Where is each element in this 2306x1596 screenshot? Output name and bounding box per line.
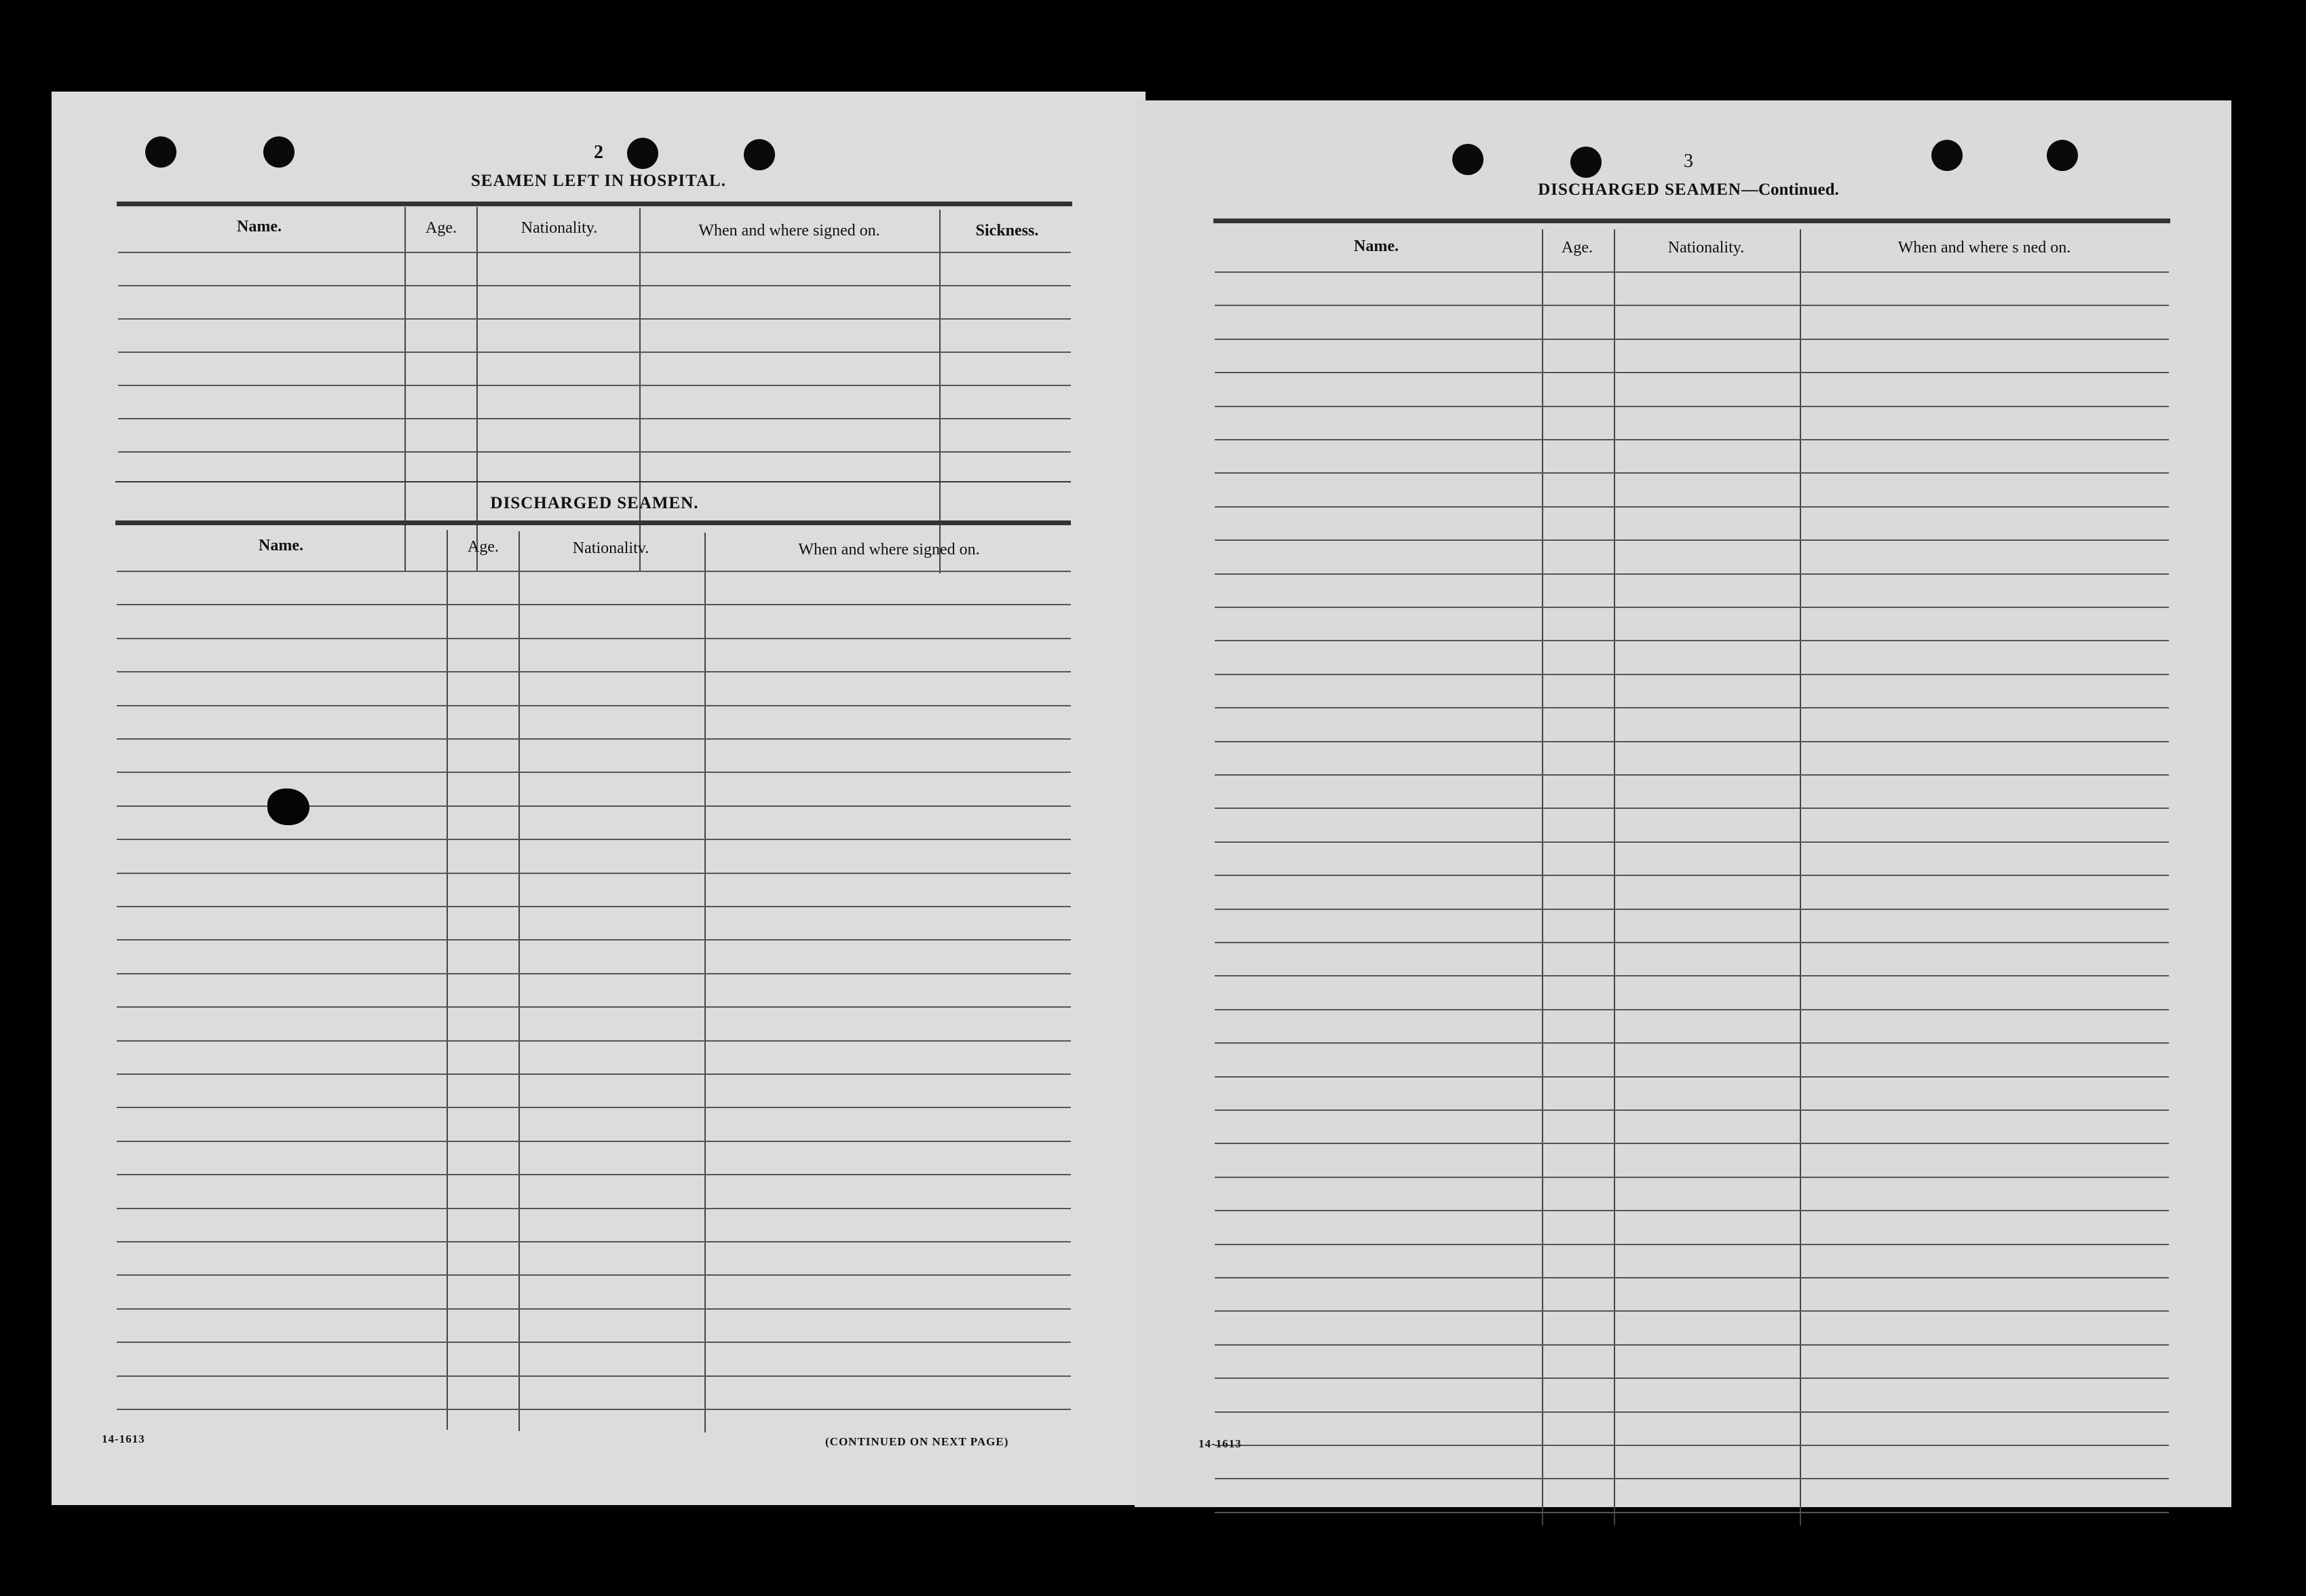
binder-hole — [1570, 147, 1602, 178]
table-row-line — [118, 352, 1071, 353]
table-row-line — [1215, 640, 2169, 641]
table-row-line — [1215, 1310, 2169, 1312]
table-row-line — [1215, 674, 2169, 675]
ink-blot — [267, 788, 309, 825]
binder-hole — [2047, 140, 2078, 171]
table-row-line — [117, 705, 1071, 706]
form-number: 14-1613 — [102, 1432, 145, 1445]
table-row-line — [117, 873, 1071, 874]
table-row-line — [1215, 472, 2169, 474]
col-header-name: Name. — [259, 537, 303, 554]
binder-hole — [1931, 140, 1963, 171]
table-row-line — [117, 906, 1071, 907]
table-row-line — [1215, 1344, 2169, 1346]
column-divider — [1614, 229, 1615, 1525]
hospital-section-title: SEAMEN LEFT IN HOSPITAL. — [471, 172, 726, 190]
table-row-line — [1215, 372, 2169, 373]
title-suffix: —Continued. — [1741, 180, 1839, 199]
binder-hole — [263, 136, 295, 168]
table-row-line — [1215, 406, 2169, 407]
table-row-line — [1215, 1177, 2169, 1178]
table-row-line — [118, 252, 1071, 253]
table-row-line — [117, 1241, 1071, 1242]
table-row-line — [1215, 1512, 2169, 1513]
table-row-line — [1215, 975, 2169, 976]
col-header-nationality: Nationalitv. — [572, 539, 649, 557]
column-divider — [1800, 229, 1801, 1525]
table-row-line — [1215, 875, 2169, 876]
table-row-line — [118, 418, 1071, 419]
table-top-rule — [1213, 218, 2170, 223]
col-header-age: Age. — [1562, 239, 1593, 256]
title-main: DISCHARGED SEAMEN — [1538, 180, 1741, 199]
table-row-line — [1215, 909, 2169, 910]
table-row-line — [1215, 808, 2169, 809]
table-row-line — [117, 1375, 1071, 1377]
page-number: 3 — [1684, 151, 1693, 172]
col-header-nationality: Nationality. — [521, 219, 598, 237]
column-divider — [639, 208, 641, 572]
form-number: 14-1613 — [1198, 1437, 1242, 1450]
col-header-signed-on: When and where signed on. — [698, 222, 880, 240]
col-header-sickness: Sickness. — [975, 222, 1039, 240]
right-page — [1135, 100, 2231, 1507]
table-row-line — [117, 1208, 1071, 1209]
table-row-line — [117, 1174, 1071, 1175]
table-row-line — [1215, 1411, 2169, 1413]
continued-note: (CONTINUED ON NEXT PAGE) — [825, 1435, 1009, 1448]
table-row-line — [117, 1308, 1071, 1310]
column-divider — [939, 210, 941, 573]
table-row-line — [117, 939, 1071, 940]
column-divider — [447, 530, 448, 1430]
table-row-line — [117, 671, 1071, 672]
table-row-line — [118, 451, 1071, 453]
table-row-line — [1215, 1210, 2169, 1211]
table-top-rule — [117, 202, 1072, 206]
table-row-line — [117, 1074, 1071, 1075]
table-row-line — [1215, 707, 2169, 708]
table-row-line — [117, 571, 1071, 572]
table-row-line — [117, 772, 1071, 773]
table-row-line — [117, 1409, 1071, 1410]
col-header-name: Name. — [237, 218, 282, 235]
table-row-line — [117, 1040, 1071, 1042]
table-row-line — [1215, 1009, 2169, 1010]
binder-hole — [744, 139, 775, 170]
table-row-line — [1215, 607, 2169, 608]
table-row-line — [1215, 339, 2169, 340]
col-header-age: Age. — [426, 219, 457, 237]
table-row-line — [1215, 439, 2169, 440]
table-row-line — [117, 973, 1071, 974]
column-divider — [518, 531, 520, 1431]
table-row-line — [1215, 1042, 2169, 1044]
table-row-line — [117, 839, 1071, 840]
table-row-line — [1215, 1244, 2169, 1245]
table-row-line — [117, 1006, 1071, 1008]
binder-hole — [1452, 144, 1483, 175]
table-row-line — [118, 318, 1071, 320]
table-row-line — [117, 1342, 1071, 1343]
col-header-signed-on: When and where s ned on. — [1897, 239, 2071, 256]
column-divider — [404, 207, 406, 571]
binder-hole — [145, 136, 176, 168]
table-row-line — [1215, 573, 2169, 575]
table-row-line — [1215, 774, 2169, 776]
table-row-line — [117, 1141, 1071, 1142]
table-row-line — [117, 1107, 1071, 1108]
table-row-line — [1215, 1378, 2169, 1379]
column-divider — [1542, 229, 1543, 1525]
table-row-line — [1215, 1478, 2169, 1479]
table-row-line — [117, 638, 1071, 639]
col-header-age: Age. — [468, 538, 499, 556]
table-row-line — [1215, 1445, 2169, 1446]
table-row-line — [117, 805, 1071, 807]
binder-hole — [627, 138, 658, 169]
table-row-line — [1215, 539, 2169, 541]
table-row-line — [1215, 741, 2169, 742]
table-row-line — [1215, 1277, 2169, 1278]
table-row-line — [1215, 1109, 2169, 1111]
col-header-signed-on: When and where signed on. — [798, 541, 980, 558]
discharged-section-title: DISCHARGED SEAMEN. — [490, 494, 699, 512]
column-divider — [704, 533, 706, 1432]
col-header-name: Name. — [1354, 238, 1399, 255]
table-row-line — [1215, 942, 2169, 943]
section-bottom-rule — [115, 481, 1071, 482]
table-row-line — [1215, 1143, 2169, 1144]
table-row-line — [117, 738, 1071, 740]
table-row-line — [118, 285, 1071, 286]
page-number: 2 — [594, 142, 603, 163]
table-row-line — [1215, 305, 2169, 306]
table-row-line — [117, 604, 1071, 605]
discharged-continued-title — [1538, 180, 1838, 200]
left-page — [52, 92, 1146, 1505]
table-row-line — [1215, 1076, 2169, 1078]
col-header-nationality: Nationality. — [1667, 239, 1745, 256]
table-row-line — [117, 1274, 1071, 1276]
table-row-line — [1215, 841, 2169, 843]
column-divider — [476, 207, 478, 571]
table-row-line — [1215, 506, 2169, 508]
table-row-line — [1215, 271, 2169, 273]
table-row-line — [118, 385, 1071, 386]
table-top-rule — [115, 520, 1071, 525]
